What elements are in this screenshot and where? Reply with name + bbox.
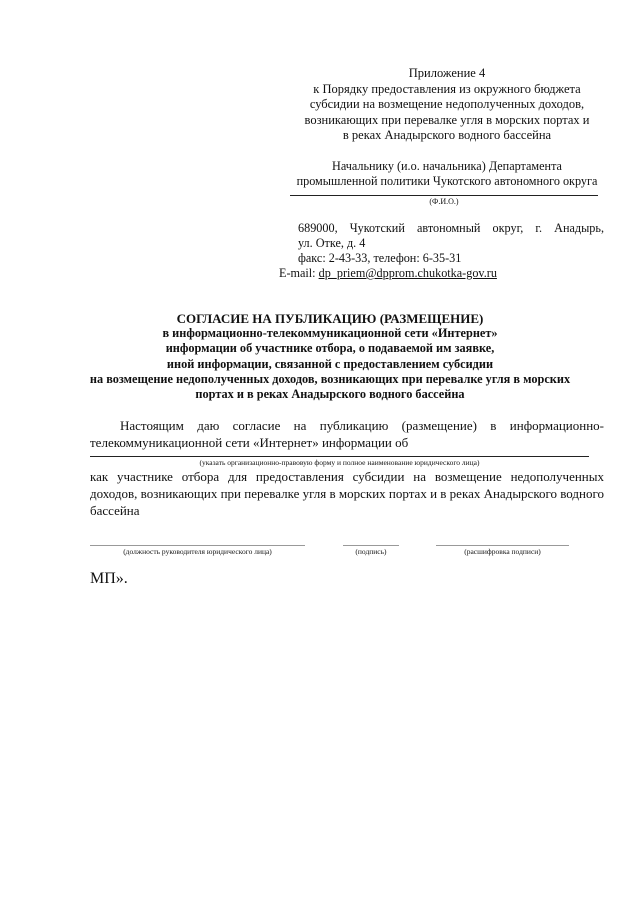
position-fill-line[interactable] [90,545,305,546]
participant-paragraph: как участнике отбора для предоставления субсидии на возмещение недополученных доходов, возникающих при перевалке угля в морских портах и в реках Анадырского водного бассейна [90,469,604,518]
email-link[interactable]: dp_priem@dpprom.chukotka-gov.ru [318,266,497,280]
appendix-line: к Порядку предоставления из окружного бюджета [313,81,581,96]
email-row [279,266,497,281]
decoding-fill-line[interactable] [436,545,569,546]
signature-fill-line[interactable] [343,545,399,546]
decoding-caption: (расшифровка подписи) [464,547,541,556]
organization-fill-line[interactable] [90,456,589,457]
fio-fill-line[interactable] [290,195,598,196]
address-block [298,221,604,266]
appendix-line: субсидии на возмещение недополученных доходов, [309,97,585,111]
title-line: информации об участнике отбора, о подаваемой им заявке, [165,341,495,356]
title-line: портах и в реках Анадырского водного бассейна [195,387,465,402]
addressee-line: промышленной политики Чукотского автономного округа [296,174,598,188]
email-label: E-mail: [279,266,316,280]
appendix-line: Приложение 4 [408,66,486,80]
address-line: ул. Отке, д. 4 [298,236,366,250]
organization-caption: (указать организационно-правовую форму и полное наименование юридического лица) [199,458,480,467]
position-caption: (должность руководителя юридического лица) [123,547,272,556]
appendix-line: в реках Анадырского водного бассейна [342,128,552,142]
fio-caption: (Ф.И.О.) [429,197,459,206]
addressee-block [290,159,604,189]
consent-paragraph [90,417,604,451]
title-line: на возмещение недополученных доходов, возникающих при перевалке угля в морских [89,371,571,386]
appendix-line: возникающих при перевалке угля в морских портах и [304,112,590,127]
stamp-label: МП». [90,570,128,587]
address-line: 689000, Чукотский автономный округ, г. Анадырь, [298,221,604,235]
document-title [60,311,600,402]
signature-caption: (подпись) [355,547,387,556]
consent-text: Настоящим даю согласие на публикацию (размещение) в информационно-телекоммуникационной сети «Интернет» информации об [90,418,604,450]
addressee-line: Начальнику (и.о. начальника) Департамента [332,159,562,173]
title-main: СОГЛАСИЕ НА ПУБЛИКАЦИЮ (РАЗМЕЩЕНИЕ) [176,311,484,326]
title-line: иной информации, связанной с предоставлением субсидии [166,356,494,371]
address-line: факс: 2-43-33, телефон: 6-35-31 [298,251,462,265]
appendix-header [280,66,614,144]
title-line: в информационно-телекоммуникационной сети «Интернет» [162,326,498,341]
